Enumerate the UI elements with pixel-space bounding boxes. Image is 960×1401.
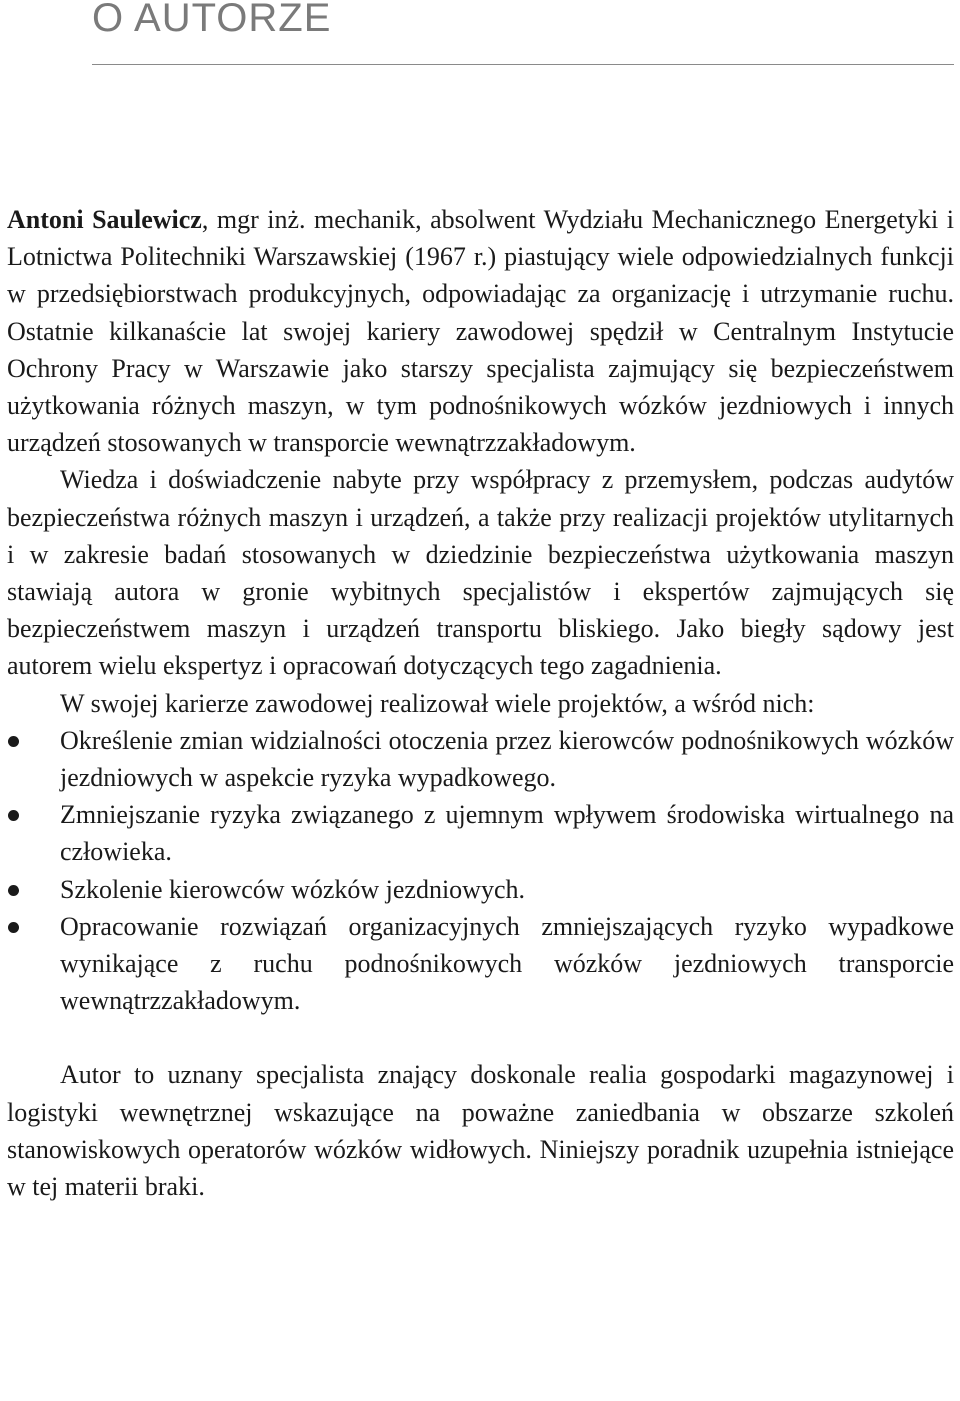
- bullet-icon: [8, 736, 19, 747]
- list-item-text: Zmniejszanie ryzyka związanego z ujemnym wpływem środowiska wirtualnego na człowieka.: [60, 800, 954, 867]
- projects-list: [7, 722, 954, 1020]
- bio-paragraph-closing: Autor to uznany specjalista znający doskonale realia gospodarki magazynowej i logistyki wewnętrznej wskazujące na poważne zaniedbania w obszarze szkoleń stanowiskowych operatorów wózków widłowych. Niniejszy poradnik uzupełnia istniejące w tej materii braki.: [7, 1060, 954, 1202]
- list-item-text: Szkolenie kierowców wózków jezdniowych.: [60, 874, 525, 904]
- bio-paragraph-expertise: Wiedza i doświadczenie nabyte przy współpracy z przemysłem, podczas audytów bezpieczeństwa różnych maszyn i urządzeń, a także przy realizacji projektów utylitarnych i w zakresie badań stosowanych w dziedzinie bezpieczeństwa użytkowania maszyn stawiają autora w gronie wybitnych specjalistów i ekspertów zajmujących się bezpieczeństwem maszyn i urządzeń transportu bliskiego. Jako biegły sądowy jest autorem wielu ekspertyz i opracowań dotyczących tego zagadnienia.: [7, 465, 954, 681]
- bio-paragraph-intro: [7, 201, 954, 461]
- bullet-icon: [8, 810, 19, 821]
- author-bio: [7, 201, 954, 1205]
- list-item-text: Określenie zmian widzialności otoczenia przez kierowców podnośnikowych wózków jezdniowych w aspekcie ryzyka wypadkowego.: [60, 725, 954, 793]
- list-item: [7, 722, 954, 796]
- page-title: O AUTORZE: [92, 0, 332, 40]
- title-divider: [92, 64, 954, 65]
- bullet-icon: [8, 885, 19, 896]
- list-item: [7, 908, 954, 1020]
- list-item: [7, 871, 954, 908]
- list-item: [7, 796, 954, 870]
- author-name: Antoni Saulewicz: [7, 205, 202, 234]
- list-item-text: Opracowanie rozwiązań organizacyjnych zmniejszających ryzyko wypadkowe wynikające z ruchu podnośnikowych wózków jezdniowych transporcie wewnątrzzakładowym.: [60, 911, 954, 1016]
- bullet-icon: [8, 922, 19, 933]
- intro-text: , mgr inż. mechanik, absolwent Wydziału Mechanicznego Energetyki i Lotnictwa Politechniki Warszawskiej (1967 r.) piastujący wiele odpowiedzialnych funkcji w przedsiębiorstwach produkcyjnych, odpowiadając za organizację i utrzymanie ruchu. Ostatnie kilkanaście lat swojej kariery zawodowej spędził w Centralnym Instytucie Ochrony Pracy w Warszawie jako starszy specjalista zajmujący się bezpieczeństwem użytkowania różnych maszyn, w tym podnośnikowych wózków jezdniowych i innych urządzeń stosowanych w transporcie wewnątrzzakładowym.: [7, 205, 955, 458]
- bio-paragraph-projects-intro: W swojej karierze zawodowej realizował wiele projektów, a wśród nich:: [60, 688, 815, 718]
